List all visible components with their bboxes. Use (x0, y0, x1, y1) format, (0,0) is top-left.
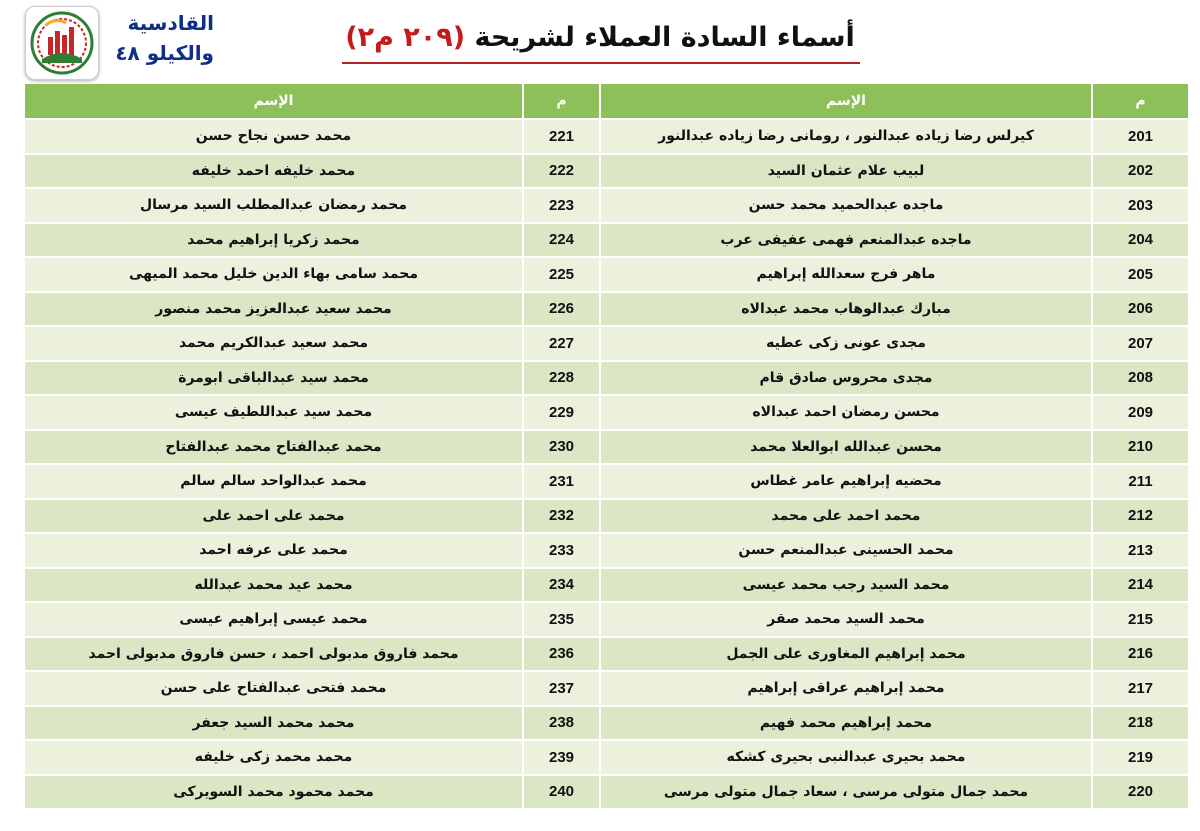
row-number: 214 (1093, 569, 1190, 604)
customer-name: محسن عبدالله ابوالعلا محمد (601, 431, 1093, 466)
row-number: 223 (524, 189, 601, 224)
customer-name: محمد على احمد على (25, 500, 524, 535)
customer-name: محمد سيد عبدالباقى ابومرة (25, 362, 524, 397)
table-header-row (25, 84, 1190, 120)
row-number: 207 (1093, 327, 1190, 362)
row-number: 236 (524, 638, 601, 673)
row-number: 229 (524, 396, 601, 431)
table-row (25, 189, 1190, 224)
customer-name: محمد فتحى عبدالفتاح على حسن (25, 672, 524, 707)
brand-name (108, 8, 214, 68)
row-number: 238 (524, 707, 601, 742)
customer-name: محمد على عرفه احمد (25, 534, 524, 569)
table-row (25, 155, 1190, 190)
table-row (25, 327, 1190, 362)
row-number: 208 (1093, 362, 1190, 397)
customer-name: محضيه إبراهيم عامر غطاس (601, 465, 1093, 500)
table-row (25, 396, 1190, 431)
customer-name: ماجده عبدالمنعم فهمى عفيفى عرب (601, 224, 1093, 259)
customer-name: محمد زكريا إبراهيم محمد (25, 224, 524, 259)
table-row (25, 707, 1190, 742)
row-number: 237 (524, 672, 601, 707)
table-row (25, 603, 1190, 638)
table-row (25, 465, 1190, 500)
row-number: 228 (524, 362, 601, 397)
row-number: 219 (1093, 741, 1190, 776)
table-row (25, 569, 1190, 604)
customer-name: محمد إبراهيم محمد فهيم (601, 707, 1093, 742)
row-number: 224 (524, 224, 601, 259)
customer-name: محمد إبراهيم المغاورى على الجمل (601, 638, 1093, 673)
row-number: 204 (1093, 224, 1190, 259)
title-underline (342, 62, 860, 64)
page-title (300, 16, 900, 60)
table-row (25, 672, 1190, 707)
customer-name: محمد عبدالفتاح محمد عبدالفتاح (25, 431, 524, 466)
row-number: 202 (1093, 155, 1190, 190)
row-number: 225 (524, 258, 601, 293)
customer-name: محمد سيد عبداللطيف عيسى (25, 396, 524, 431)
row-number: 216 (1093, 638, 1190, 673)
customer-name: مجدى محروس صادق قام (601, 362, 1093, 397)
customer-name: محمد سامى بهاء الدين خليل محمد الميهى (25, 258, 524, 293)
row-number: 212 (1093, 500, 1190, 535)
customer-name: مجدى عونى زكى عطيه (601, 327, 1093, 362)
row-number: 201 (1093, 120, 1190, 155)
customer-name: محمد فاروق مدبولى احمد ، حسن فاروق مدبولى احمد (25, 638, 524, 673)
page-title-main: أسماء السادة العملاء لشريحة (465, 22, 855, 53)
table-row (25, 534, 1190, 569)
row-number: 221 (524, 120, 601, 155)
page-title-sub: (٢٠٩ م٢) (345, 22, 466, 53)
row-number: 232 (524, 500, 601, 535)
table-row (25, 224, 1190, 259)
row-number: 234 (524, 569, 601, 604)
row-number: 218 (1093, 707, 1190, 742)
header-name-right: الإسم (601, 84, 1093, 120)
row-number: 203 (1093, 189, 1190, 224)
header-number-left: م (524, 84, 601, 120)
customer-name: محمد محمود محمد السويركى (25, 776, 524, 811)
customer-name: ماجده عبدالحميد محمد حسن (601, 189, 1093, 224)
table-row (25, 120, 1190, 155)
table-body (25, 120, 1190, 810)
customer-name: محمد محمد السيد جعفر (25, 707, 524, 742)
row-number: 206 (1093, 293, 1190, 328)
row-number: 215 (1093, 603, 1190, 638)
header-number-right: م (1093, 84, 1190, 120)
row-number: 231 (524, 465, 601, 500)
table-row (25, 741, 1190, 776)
brand-line-1: القادسية (127, 11, 214, 35)
customer-name: محمد خليفه احمد خليفه (25, 155, 524, 190)
row-number: 213 (1093, 534, 1190, 569)
customer-name: محمد عيد محمد عبدالله (25, 569, 524, 604)
customer-name: محمد عبدالواحد سالم سالم (25, 465, 524, 500)
row-number: 205 (1093, 258, 1190, 293)
customer-name: محمد رمضان عبدالمطلب السيد مرسال (25, 189, 524, 224)
row-number: 209 (1093, 396, 1190, 431)
table-row (25, 293, 1190, 328)
row-number: 239 (524, 741, 601, 776)
customer-name: محمد بحيرى عبدالنبى بحيرى كشكه (601, 741, 1093, 776)
customer-name: مبارك عبدالوهاب محمد عبدالاه (601, 293, 1093, 328)
row-number: 210 (1093, 431, 1190, 466)
header-name-left: الإسم (25, 84, 524, 120)
table-row (25, 258, 1190, 293)
row-number: 235 (524, 603, 601, 638)
customer-name: محمد سعيد عبدالكريم محمد (25, 327, 524, 362)
customer-name: كيرلس رضا زياده عبدالنور ، رومانى رضا زياده عبدالنور (601, 120, 1093, 155)
customer-name: محمد الحسينى عبدالمنعم حسن (601, 534, 1093, 569)
row-number: 222 (524, 155, 601, 190)
customer-name: محمد عيسى إبراهيم عيسى (25, 603, 524, 638)
row-number: 220 (1093, 776, 1190, 811)
row-number: 217 (1093, 672, 1190, 707)
customers-table (25, 84, 1190, 810)
row-number: 211 (1093, 465, 1190, 500)
row-number: 226 (524, 293, 601, 328)
brand-line-2: والكيلو ٤٨ (115, 41, 214, 65)
customer-name: محمد جمال متولى مرسى ، سعاد جمال متولى مرسى (601, 776, 1093, 811)
customer-name: محمد احمد على محمد (601, 500, 1093, 535)
customer-name: محمد حسن نجاح حسن (25, 120, 524, 155)
company-logo-icon (25, 6, 99, 80)
row-number: 227 (524, 327, 601, 362)
row-number: 233 (524, 534, 601, 569)
table-row (25, 362, 1190, 397)
customer-name: ماهر فرج سعدالله إبراهيم (601, 258, 1093, 293)
table-row (25, 431, 1190, 466)
table-row (25, 638, 1190, 673)
row-number: 240 (524, 776, 601, 811)
row-number: 230 (524, 431, 601, 466)
customer-name: محمد السيد رجب محمد عيسى (601, 569, 1093, 604)
customer-name: محمد محمد زكى خليفه (25, 741, 524, 776)
customer-name: محمد السيد محمد صقر (601, 603, 1093, 638)
table-row (25, 776, 1190, 811)
customer-name: لبيب علام عثمان السيد (601, 155, 1093, 190)
customer-name: محمد سعيد عبدالعزيز محمد منصور (25, 293, 524, 328)
table-row (25, 500, 1190, 535)
customer-name: محسن رمضان احمد عبدالاه (601, 396, 1093, 431)
customer-name: محمد إبراهيم عراقى إبراهيم (601, 672, 1093, 707)
